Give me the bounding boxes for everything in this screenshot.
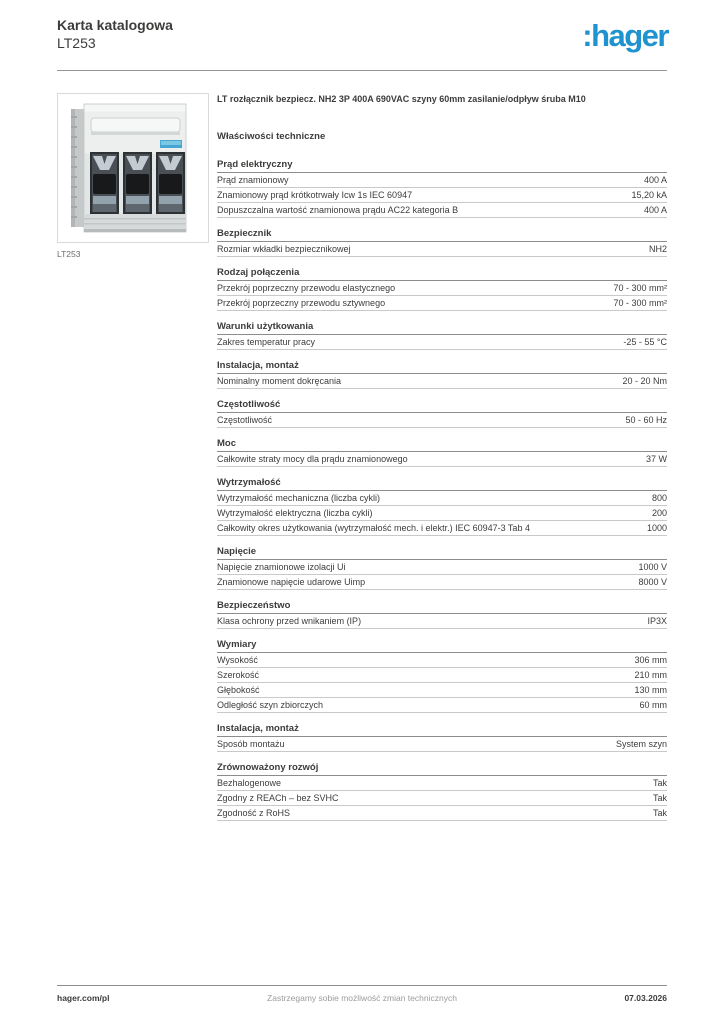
spec-label: Wytrzymałość mechaniczna (liczba cykli) [217, 493, 380, 503]
spec-row [217, 203, 667, 218]
spec-label: Całkowity okres użytkowania (wytrzymałość mech. i elektr.) IEC 60947-3 Tab 4 [217, 523, 530, 533]
content-column [217, 93, 667, 830]
spec-section [217, 638, 667, 713]
spec-label: Prąd znamionowy [217, 175, 289, 185]
spec-value: IP3X [647, 616, 667, 626]
spec-row [217, 242, 667, 257]
spec-value: System szyn [615, 739, 667, 749]
spec-label: Zgodny z REACh – bez SVHC [217, 793, 339, 803]
spec-section-heading: Warunki użytkowania [217, 320, 667, 335]
footer [57, 993, 667, 1003]
footer-website-link[interactable]: hager.com/pl [57, 993, 110, 1003]
spec-section [217, 437, 667, 467]
spec-label: Przekrój poprzeczny przewodu sztywnego [217, 298, 386, 308]
spec-value: 1000 V [638, 562, 667, 572]
spec-label: Znamionowy prąd krótkotrwały Icw 1s IEC 60947 [217, 190, 413, 200]
product-image [57, 93, 209, 243]
spec-label: Wysokość [217, 655, 258, 665]
spec-value: 50 - 60 Hz [625, 415, 667, 425]
spec-section [217, 158, 667, 218]
spec-row [217, 806, 667, 821]
spec-label: Całkowite straty mocy dla prądu znamionowego [217, 454, 408, 464]
spec-section [217, 545, 667, 590]
spec-value: Tak [652, 778, 667, 788]
spec-row [217, 575, 667, 590]
spec-value: 8000 V [638, 577, 667, 587]
spec-section-heading: Bezpieczeństwo [217, 599, 667, 614]
spec-row [217, 776, 667, 791]
header-divider [57, 70, 667, 71]
spec-row [217, 506, 667, 521]
spec-value: 15,20 kA [631, 190, 667, 200]
spec-label: Zakres temperatur pracy [217, 337, 316, 347]
spec-label: Wytrzymałość elektryczna (liczba cykli) [217, 508, 373, 518]
spec-value: 400 A [643, 205, 667, 215]
spec-section-heading: Częstotliwość [217, 398, 667, 413]
spec-section [217, 722, 667, 752]
spec-sections [217, 158, 667, 821]
header [57, 16, 173, 52]
product-figure [57, 93, 209, 259]
spec-section [217, 398, 667, 428]
spec-value: NH2 [648, 244, 667, 254]
spec-value: 200 [651, 508, 667, 518]
spec-section [217, 476, 667, 536]
spec-section-heading: Zrównoważony rozwój [217, 761, 667, 776]
spec-section [217, 320, 667, 350]
spec-value: 306 mm [634, 655, 667, 665]
spec-row [217, 173, 667, 188]
spec-label: Przekrój poprzeczny przewodu elastycznego [217, 283, 396, 293]
spec-row [217, 188, 667, 203]
spec-value: 130 mm [634, 685, 667, 695]
spec-row [217, 683, 667, 698]
spec-label: Szerokość [217, 670, 260, 680]
spec-row [217, 653, 667, 668]
spec-label: Głębokość [217, 685, 260, 695]
spec-value: 37 W [645, 454, 667, 464]
spec-value: 60 mm [639, 700, 667, 710]
spec-value: 20 - 20 Nm [622, 376, 667, 386]
spec-row [217, 560, 667, 575]
product-image-caption: LT253 [57, 249, 81, 259]
footer-date: 07.03.2026 [624, 993, 667, 1003]
product-reference: LT253 [57, 35, 96, 51]
spec-row [217, 374, 667, 389]
spec-row [217, 281, 667, 296]
product-title: LT rozłącznik bezpiecz. NH2 3P 400A 690VAC szyny 60mm zasilanie/odpływ śruba M10 [217, 94, 586, 104]
fuse-switch-disconnector-illustration [58, 94, 208, 242]
footer-disclaimer: Zastrzegamy sobie możliwość zmian technicznych [267, 993, 457, 1003]
spec-section-heading: Wytrzymałość [217, 476, 667, 491]
spec-section-heading: Rodzaj połączenia [217, 266, 667, 281]
spec-label: Odległość szyn zbiorczych [217, 700, 324, 710]
spec-label: Dopuszczalna wartość znamionowa prądu AC22 kategoria B [217, 205, 459, 215]
spec-row [217, 737, 667, 752]
spec-value: 70 - 300 mm² [613, 298, 667, 308]
spec-value: 1000 [646, 523, 667, 533]
spec-row [217, 521, 667, 536]
spec-row [217, 791, 667, 806]
spec-value: 70 - 300 mm² [613, 283, 667, 293]
spec-section [217, 266, 667, 311]
technical-properties-heading: Właściwości techniczne [217, 131, 326, 142]
spec-value: -25 - 55 °C [623, 337, 667, 347]
spec-section-heading: Wymiary [217, 638, 667, 653]
spec-label: Rozmiar wkładki bezpiecznikowej [217, 244, 351, 254]
spec-row [217, 452, 667, 467]
spec-section-heading: Prąd elektryczny [217, 158, 667, 173]
spec-label: Znamionowe napięcie udarowe Uimp [217, 577, 366, 587]
spec-section-heading: Bezpiecznik [217, 227, 667, 242]
spec-label: Nominalny moment dokręcania [217, 376, 342, 386]
spec-section-heading: Instalacja, montaż [217, 359, 667, 374]
spec-section [217, 359, 667, 389]
spec-label: Zgodność z RoHS [217, 808, 291, 818]
spec-label: Sposób montażu [217, 739, 285, 749]
spec-label: Częstotliwość [217, 415, 273, 425]
spec-row [217, 491, 667, 506]
spec-section [217, 227, 667, 257]
spec-section [217, 761, 667, 821]
spec-value: 800 [651, 493, 667, 503]
spec-row [217, 296, 667, 311]
document-type-title: Karta katalogowa [57, 17, 173, 33]
spec-label: Napięcie znamionowe izolacji Ui [217, 562, 346, 572]
spec-value: 400 A [643, 175, 667, 185]
spec-label: Klasa ochrony przed wnikaniem (IP) [217, 616, 362, 626]
spec-row [217, 668, 667, 683]
spec-value: Tak [652, 808, 667, 818]
spec-value: Tak [652, 793, 667, 803]
spec-section-heading: Moc [217, 437, 667, 452]
spec-section-heading: Instalacja, montaż [217, 722, 667, 737]
spec-section [217, 599, 667, 629]
spec-row [217, 335, 667, 350]
spec-row [217, 614, 667, 629]
spec-section-heading: Napięcie [217, 545, 667, 560]
hager-logo: :hager [582, 18, 668, 53]
spec-row [217, 698, 667, 713]
spec-row [217, 413, 667, 428]
spec-label: Bezhalogenowe [217, 778, 282, 788]
footer-divider [57, 985, 667, 986]
spec-value: 210 mm [634, 670, 667, 680]
